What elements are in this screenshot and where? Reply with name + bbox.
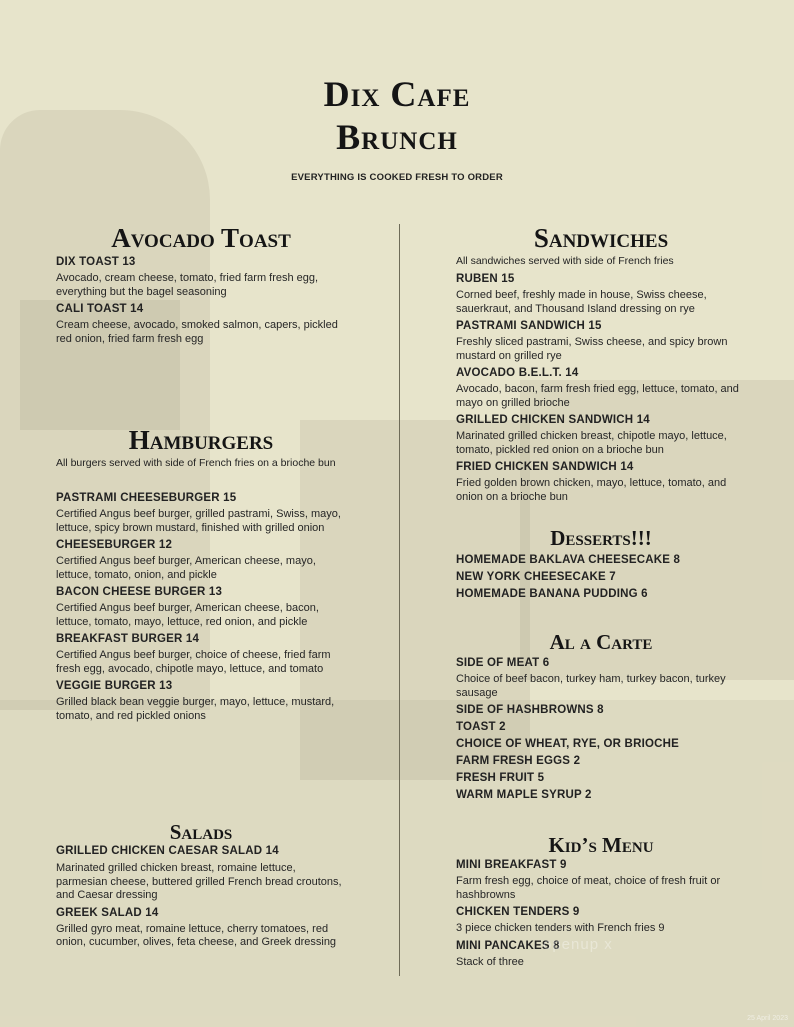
menu-item-name: CHICKEN TENDERS 9 xyxy=(456,906,580,918)
section-title: Sandwiches xyxy=(533,223,669,253)
menu-item-desc: Avocado, bacon, farm fresh fried egg, lettuce, tomato, and mayo on grilled brioche xyxy=(456,383,739,409)
menu-item-desc: Marinated grilled chicken breast, romaine lettuce, parmesian cheese, buttered grilled French bread croutons, and Caesar dressing xyxy=(56,862,342,901)
section-title: Avocado Toast xyxy=(111,223,291,253)
section-title: Kid’s Menu xyxy=(548,833,654,857)
menu-item-name: HOMEMADE BAKLAVA CHEESECAKE 8 xyxy=(456,554,681,566)
menu-item-desc: 3 piece chicken tenders with French fries 9 xyxy=(456,922,665,934)
menu-item-name: GRILLED CHICKEN SANDWICH 14 xyxy=(456,414,650,426)
section-note: All burgers served with side of French fries on a brioche bun xyxy=(56,457,336,469)
section-salads xyxy=(56,822,346,950)
menu-item-name: MINI BREAKFAST 9 xyxy=(456,859,567,871)
menu-item-desc: Fried golden brown chicken, mayo, lettuce, tomato, and onion on a brioche bun xyxy=(456,477,727,503)
menu-item-name: TOAST 2 xyxy=(456,721,506,733)
menu-item-name: FRESH FRUIT 5 xyxy=(456,772,545,784)
menu-title-line1: Dix Cafe xyxy=(323,74,471,114)
menu-item-name: CALI TOAST 14 xyxy=(56,303,144,315)
menu-item-name: CHOICE OF WHEAT, RYE, OR BRIOCHE xyxy=(456,738,679,750)
menu-item-name: HOMEMADE BANANA PUDDING 6 xyxy=(456,588,648,600)
menu-item-desc: Certified Angus beef burger, American cheese, bacon, lettuce, tomato, mayo, lettuce, red onion, and pickle xyxy=(56,602,319,628)
menu-item-desc: Grilled black bean veggie burger, mayo, lettuce, mustard, tomato, and red pickled onions xyxy=(56,696,335,722)
section-title: Hamburgers xyxy=(128,425,274,455)
section-desserts xyxy=(456,528,746,601)
section-a-la-carte xyxy=(456,632,746,802)
menu-item-desc: Avocado, cream cheese, tomato, fried farm fresh egg, everything but the bagel seasoning xyxy=(56,272,319,298)
datestamp: 25 April 2023 xyxy=(747,1015,788,1022)
section-avocado-toast xyxy=(56,225,346,346)
menu-item-desc: Farm fresh egg, choice of meat, choice of fresh fruit or hashbrowns xyxy=(456,875,721,901)
menu-item-desc: Choice of beef bacon, turkey ham, turkey bacon, turkey sausage xyxy=(456,673,726,699)
section-title: Salads xyxy=(169,820,233,844)
section-note: All sandwiches served with side of French fries xyxy=(456,255,674,267)
menu-item-desc: Certified Angus beef burger, choice of cheese, fried farm fresh egg, avocado, chipotle mayo, lettuce, and tomato xyxy=(56,649,331,675)
menu-item-desc: Certified Angus beef burger, American cheese, mayo, lettuce, tomato, onion, and pickle xyxy=(56,555,316,581)
menu-item-name: PASTRAMI SANDWICH 15 xyxy=(456,320,602,332)
column-divider xyxy=(399,224,400,976)
section-title: Al a Carte xyxy=(549,630,653,654)
menu-item-name: GRILLED CHICKEN CAESAR SALAD 14 xyxy=(56,845,279,857)
section-hamburgers xyxy=(56,427,346,723)
menu-item-name: SIDE OF MEAT 6 xyxy=(456,657,550,669)
menu-item-name: DIX TOAST 13 xyxy=(56,256,136,268)
menu-item-name: CHEESEBURGER 12 xyxy=(56,539,173,551)
menu-item-name: SIDE OF HASHBROWNS 8 xyxy=(456,704,604,716)
menu-item-desc: Stack of three xyxy=(456,955,524,968)
menu-item-desc: Cream cheese, avocado, smoked salmon, capers, pickled red onion, fried farm fresh egg xyxy=(56,319,338,345)
menu-item-name: AVOCADO B.E.L.T. 14 xyxy=(456,367,579,379)
tagline: EVERYTHING IS COOKED FRESH TO ORDER xyxy=(291,172,503,183)
menu-item-name: VEGGIE BURGER 13 xyxy=(56,680,173,692)
menu-item-name: GREEK SALAD 14 xyxy=(56,906,159,919)
section-title: Desserts!!! xyxy=(550,526,652,550)
menu-item-name: FRIED CHICKEN SANDWICH 14 xyxy=(456,461,634,473)
menu-item-desc: Marinated grilled chicken breast, chipotle mayo, lettuce, tomato, pickled red onion on a brioche bun xyxy=(456,430,727,456)
menu-item-name: NEW YORK CHEESECAKE 7 xyxy=(456,571,616,583)
menu-title-line2: Brunch xyxy=(336,117,458,157)
menu-item-name: PASTRAMI CHEESEBURGER 15 xyxy=(56,492,237,504)
menu-item-name: BACON CHEESE BURGER 13 xyxy=(56,586,223,598)
section-sandwiches xyxy=(456,225,746,504)
menu-item-desc: Freshly sliced pastrami, Swiss cheese, and spicy brown mustard on grilled rye xyxy=(456,336,728,362)
menu-item-name: BREAKFAST BURGER 14 xyxy=(56,633,200,645)
watermark: openup x xyxy=(543,936,613,953)
menu-item-desc: Certified Angus beef burger, grilled pastrami, Swiss, mayo, lettuce, spicy brown mustard, finished with grilled onion xyxy=(56,508,341,534)
menu-item-desc: Grilled gyro meat, romaine lettuce, cherry tomatoes, red onion, cucumber, olives, feta cheese, and Greek dressing xyxy=(56,922,337,948)
menu-item-desc: Corned beef, freshly made in house, Swiss cheese, sauerkraut, and Thousand Island dressing on rye xyxy=(456,289,707,315)
menu-item-name: MINI PANCAKES 8 xyxy=(456,939,560,952)
menu-item-name: WARM MAPLE SYRUP 2 xyxy=(456,789,592,801)
menu-item-name: RUBEN 15 xyxy=(456,273,515,285)
menu-item-name: FARM FRESH EGGS 2 xyxy=(456,755,581,767)
